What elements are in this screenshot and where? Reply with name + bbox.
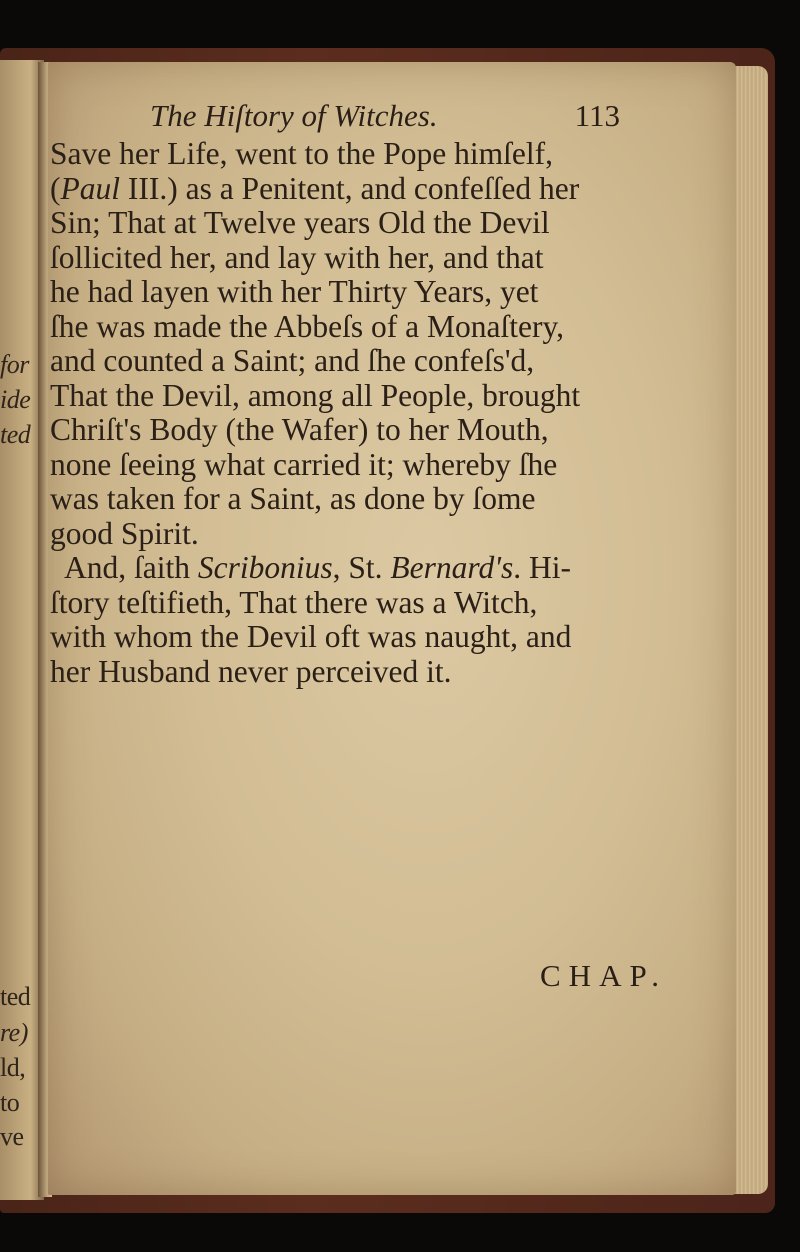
margin-word: for (0, 350, 29, 379)
text-segment: ſtory teſtifieth, That there was a Witch, (50, 584, 538, 620)
margin-word: re) (0, 1018, 28, 1047)
page-edges (734, 66, 768, 1194)
margin-word: ide (0, 385, 31, 414)
text-line (50, 586, 650, 621)
text-line (50, 310, 650, 345)
margin-word: ted (0, 982, 31, 1011)
text-line (50, 448, 650, 483)
text-segment: and counted a Saint; and ſhe confeſs'd, (50, 343, 535, 378)
margin-word: ld, (0, 1053, 26, 1082)
text-line (50, 241, 650, 276)
page-number: 113 (574, 98, 620, 133)
text-line (50, 344, 650, 379)
italic-text: Scribonius (197, 550, 333, 585)
running-head (150, 98, 620, 138)
text-line (50, 137, 650, 172)
catchword: CHAP. (540, 958, 668, 993)
text-segment: ( (50, 170, 61, 206)
text-line (50, 172, 650, 207)
text-segment: he had layen with her Thirty Years, yet (50, 274, 539, 309)
text-segment: was taken for a Saint, as done by ſome (50, 481, 536, 516)
margin-word: ve (0, 1122, 24, 1151)
text-line (50, 482, 650, 517)
text-line (50, 413, 650, 448)
text-segment: , St. (332, 550, 391, 585)
text-segment: ſhe was made the Abbeſs of a Monaſtery, (50, 308, 565, 344)
text-line (50, 517, 650, 552)
text-segment: none ſeeing what carried it; whereby ſhe (50, 446, 558, 482)
text-segment: her Husband never perceived it. (50, 653, 452, 689)
text-line (50, 379, 650, 414)
text-segment: . Hi- (513, 550, 571, 585)
text-segment: Chriſt's Body (the Wafer) to her Mouth, (50, 412, 549, 447)
text-segment: III.) as a Penitent, and confeſſed her (120, 170, 580, 206)
margin-word: to (0, 1088, 20, 1117)
running-head-title: The Hiſtory of Witches. (150, 98, 438, 133)
text-segment: That the Devil, among all People, brought (50, 377, 581, 413)
text-line (50, 620, 650, 655)
italic-text: Paul (60, 170, 120, 206)
text-line (50, 275, 650, 310)
margin-word: ted (0, 420, 31, 449)
text-line (50, 206, 650, 241)
text-segment: ſollicited her, and lay with her, and that (50, 239, 544, 275)
body-text (50, 137, 650, 689)
text-segment: with whom the Devil oft was naught, and (50, 619, 572, 654)
text-segment: Sin; That at Twelve years Old the Devil (50, 205, 550, 240)
text-segment: And, ſaith (64, 550, 198, 585)
text-segment: Save her Life, went to the Pope himſelf, (50, 136, 553, 171)
italic-text: Bernard's (390, 550, 514, 585)
text-line (50, 551, 650, 586)
text-line (50, 655, 650, 690)
text-segment: good Spirit. (50, 515, 199, 551)
